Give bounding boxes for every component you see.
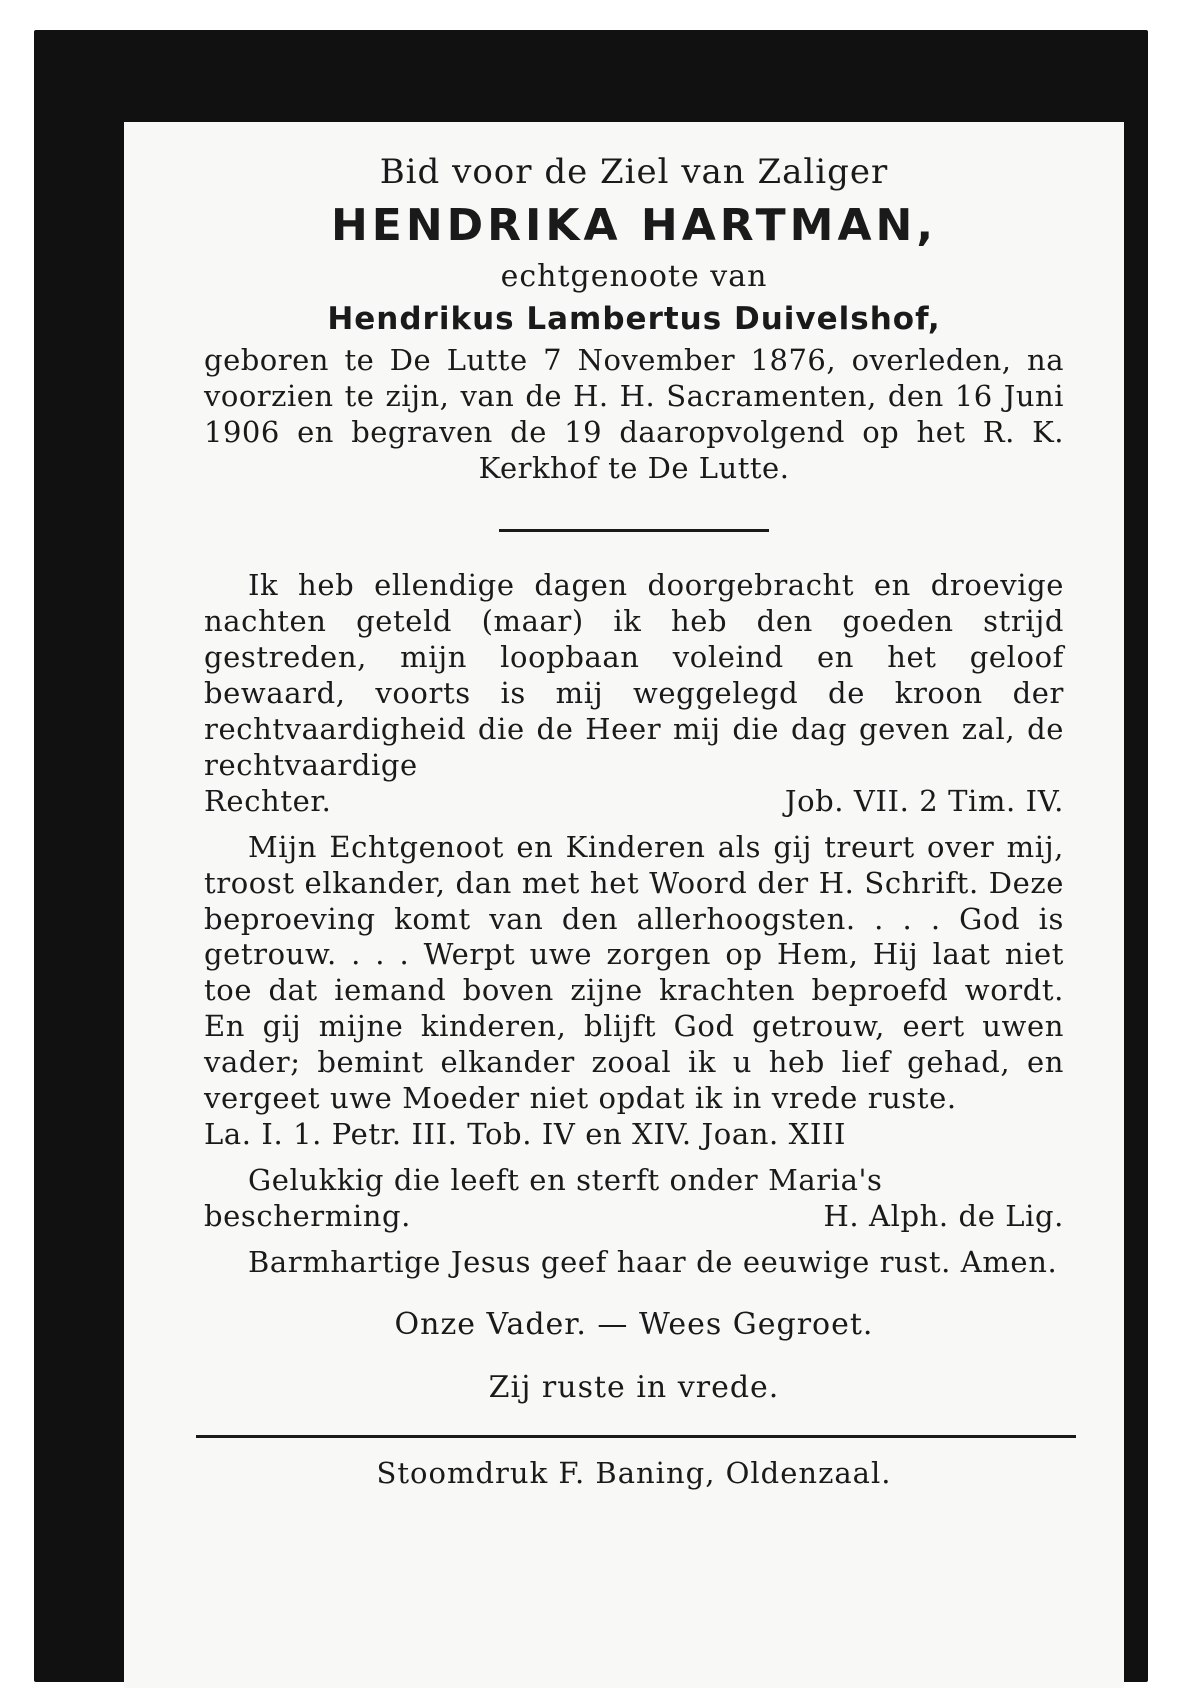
verse-2-reference: La. I. 1. Petr. III. Tob. IV en XIV. Joan. XIII <box>204 1117 847 1152</box>
verse-3-reference: H. Alph. de Lig. <box>823 1199 1064 1234</box>
prayer-line: Onze Vader. — Wees Gegroet. <box>394 1307 874 1343</box>
spouse-label: echtgenoote van <box>500 259 768 295</box>
footer-divider <box>196 1435 1076 1438</box>
memorial-card-border <box>34 30 1148 1682</box>
biography-text: geboren te De Lutte 7 November 1876, overleden, na voorzien te zijn, van de H. H. Sacramenten, den 16 Juni 1906 en begraven de 19 daaropvolgend op het R. K. Kerkhof te De Lutte. <box>204 343 1064 485</box>
intro-line: Bid voor de Ziel van Zaliger <box>379 152 889 192</box>
verse-1-last-word: Rechter. <box>204 783 332 818</box>
closing-line: Zij ruste in vrede. <box>488 1370 780 1406</box>
section-divider <box>499 529 769 532</box>
verse-1-text: Ik heb ellendige dagen doorgebracht en droevige nachten geteld (maar) ik heb den goeden strijd gestreden, mijn loopbaan voleind en het geloof bewaard, voorts is mij weggelegd de kroon der rechtvaardigheid die de Heer mij die dag geven zal, de rechtvaardige <box>204 567 1064 782</box>
verse-3-text: Gelukkig die leeft en sterft onder Maria's <box>248 1163 883 1198</box>
memorial-card-paper <box>124 122 1124 1688</box>
deceased-name: HENDRIKA HARTMAN, <box>330 199 938 251</box>
spouse-name: Hendrikus Lambertus Duivelshof, <box>327 301 941 338</box>
verse-2-text: Mijn Echtgenoot en Kinderen als gij treurt over mij, troost elkander, dan met het Woord der H. Schrift. Deze beproeving komt van den allerhoogsten. . . . God is getrouw. . . . Werpt uwe zorgen op Hem, Hij laat niet toe dat iemand boven zijne krachten beproefd wordt. En gij mijne kinderen, blijft God getrouw, eert uwen vader; bemint elkander zooal ik u heb lief gehad, en vergeet uwe Moeder niet opdat ik in vrede ruste. <box>204 829 1064 1116</box>
verse-2-reference-line <box>204 1117 1064 1153</box>
verse-3-last-word: bescherming. <box>204 1199 411 1234</box>
card-content <box>204 152 1064 1490</box>
printer-credit: Stoomdruk F. Baning, Oldenzaal. <box>376 1456 892 1491</box>
verse-1-reference: Job. VII. 2 Tim. IV. <box>784 783 1064 818</box>
verse-4-text: Barmhartige Jesus geef haar de eeuwige rust. Amen. <box>248 1245 1058 1280</box>
verse-3-reference-line <box>204 1199 1064 1235</box>
verse-1-reference-line <box>204 784 1064 820</box>
